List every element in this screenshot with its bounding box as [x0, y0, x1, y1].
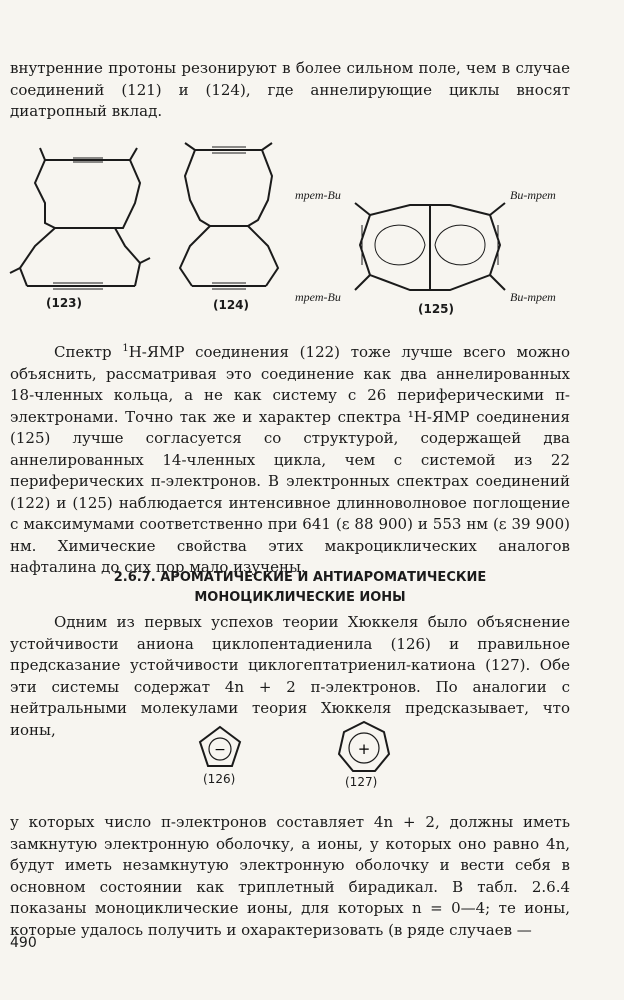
substituent-top-left: трет-Bu — [295, 188, 341, 202]
label-127: (127) — [345, 775, 378, 789]
page-number: 490 — [10, 935, 37, 951]
structure-124 — [170, 128, 290, 298]
label-126: (126) — [203, 772, 236, 786]
structure-123 — [5, 128, 155, 298]
minus-sign: − — [214, 742, 226, 758]
para2-start: Спектр — [54, 343, 123, 361]
paragraph-huckel: Одним из первых успехов теории Хюккеля было объяснение устойчивости аниона циклопентадиенила (126) и правильное предсказание устойчивости циклогептатриенил-катиона (127). Обе эти системы содержат 4n + 2 π-электронов. По аналогии с нейтральными молекулами теория Хюккеля предсказывает, что ионы, — [10, 613, 570, 739]
para2-rest: Н-ЯМР соединения (122) тоже лучше всего можно объяснить, рассматривая это соединение как два аннелированных 18-членных кольца, а не как систему с 26 периферическими π-электронами. Точно так же и характер спектра ¹Н-ЯМР соединения (125) лучше согласуется со структурой, содержащей два аннелированных 14-членных цикла, чем с системой из 22 периферических π-электронов. В электронных спектрах соединений (122) и (125) наблюдается интенсивное длинноволновое поглощение с максимумами соответственно при 641 (ε 88 900) и 553 нм (ε 39 900) нм. Химические свойства этих макроциклических аналогов нафталина до сих пор мало изучены. — [10, 343, 570, 576]
paragraph-intro: внутренние протоны резонируют в более сильном поле, чем в случае соединений (121) и (124), где аннелирующие циклы вносят диатропный вклад. — [10, 59, 570, 120]
substituent-bottom-right: Bu-трет — [510, 290, 556, 304]
structure-127 — [335, 718, 393, 776]
superscript-1: 1 — [122, 343, 129, 354]
label-124: (124) — [213, 298, 250, 312]
paragraph-ions: у которых число π-электронов составляет 4n + 2, должны иметь замкнутую электронную оболочку, а ионы, у которых оно равно 4n, будут иметь незамкнутую электронную оболочку и вести себя в основном состоянии как триплетный бирадикал. В табл. 2.6.4 показаны моноциклические ионы, для которых n = 0—4; те ионы, которые удалось получить и охарактеризовать (в ряде случаев — — [10, 813, 570, 939]
label-125: (125) — [418, 302, 455, 316]
plus-sign: + — [357, 740, 371, 758]
structure-125 — [350, 195, 510, 305]
label-123: (123) — [46, 296, 83, 310]
structure-126 — [195, 722, 245, 772]
section-heading — [40, 568, 560, 608]
substituent-top-right: Bu-трет — [510, 188, 556, 202]
substituent-bottom-left: трет-Bu — [295, 290, 341, 304]
heading-line-1: 2.6.7. АРОМАТИЧЕСКИЕ И АНТИАРОМАТИЧЕСКИЕ — [113, 570, 487, 585]
heading-line-2: МОНОЦИКЛИЧЕСКИЕ ИОНЫ — [194, 590, 406, 605]
paragraph-nmr — [10, 342, 570, 579]
